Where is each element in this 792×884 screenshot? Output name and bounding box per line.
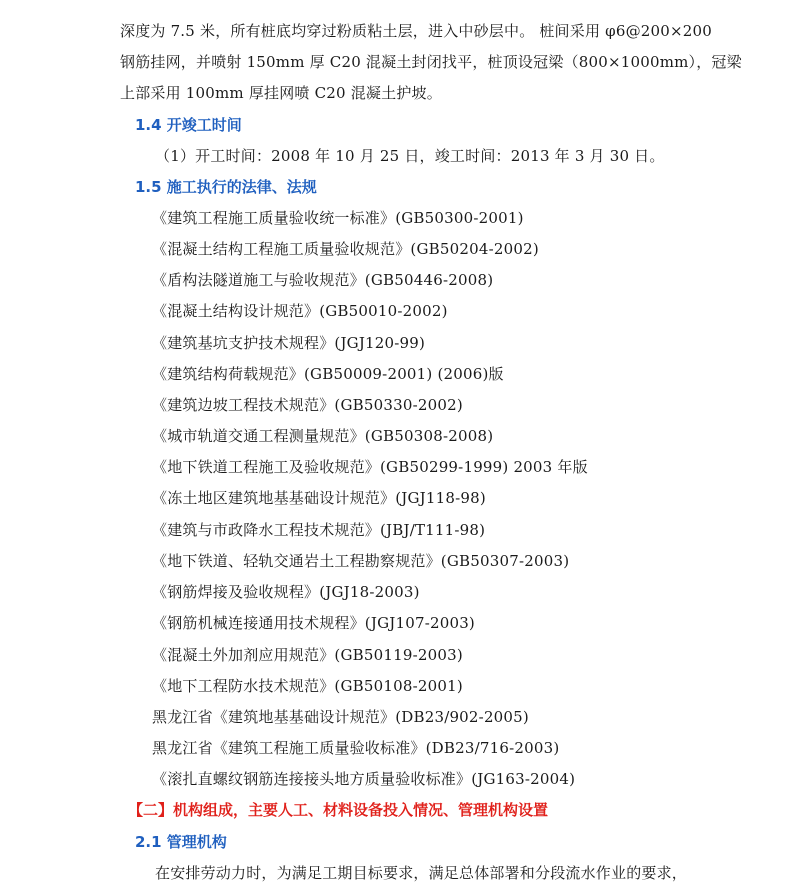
regulation-item: 《混凝土外加剂应用规范》(GB50119-2003) — [152, 646, 463, 664]
regulation-item: 《建筑边坡工程技术规范》(GB50330-2002) — [152, 396, 463, 414]
regulation-item: 《地下工程防水技术规范》(GB50108-2001) — [152, 677, 463, 695]
regulation-item: 《地下铁道工程施工及验收规范》(GB50299-1999) 2003 年版 — [152, 458, 588, 476]
regulation-item: 《建筑结构荷载规范》(GB50009-2001) (2006)版 — [152, 365, 504, 383]
regulation-item: 《城市轨道交通工程测量规范》(GB50308-2008) — [152, 427, 494, 445]
section-2-1-heading: 2.1 管理机构 — [135, 833, 227, 851]
regulation-item: 《混凝土结构设计规范》(GB50010-2002) — [152, 302, 448, 320]
regulation-item: 黑龙江省《建筑地基基础设计规范》(DB23/902-2005) — [152, 708, 529, 726]
regulation-item: 《钢筋机械连接通用技术规程》(JGJ107-2003) — [152, 614, 475, 632]
section-1-4-text: （1）开工时间：2008 年 10 月 25 日，竣工时间：2013 年 3 月 30 日。 — [155, 147, 665, 165]
regulation-item: 《混凝土结构工程施工质量验收规范》(GB50204-2002) — [152, 240, 539, 258]
regulation-item: 《盾构法隧道施工与验收规范》(GB50446-2008) — [152, 271, 494, 289]
regulation-item: 《地下铁道、轻轨交通岩土工程勘察规范》(GB50307-2003) — [152, 552, 570, 570]
regulation-item: 《冻土地区建筑地基基础设计规范》(JGJ118-98) — [152, 489, 486, 507]
intro-line-2: 钢筋挂网，并喷射 150mm 厚 C20 混凝土封闭找平，桩顶设冠梁（800×1000mm），冠梁 — [120, 53, 742, 71]
intro-line-1: 深度为 7.5 米，所有桩底均穿过粉质粘土层，进入中砂层中。 桩间采用 φ6@200×200 — [120, 22, 713, 40]
regulation-item: 《建筑与市政降水工程技术规范》(JBJ/T111-98) — [152, 521, 486, 539]
regulation-item: 《钢筋焊接及验收规程》(JGJ18-2003) — [152, 583, 420, 601]
regulation-item: 《滚扎直螺纹钢筋连接接头地方质量验收标准》(JG163-2004) — [152, 770, 576, 788]
intro-line-3: 上部采用 100mm 厚挂网喷 C20 混凝土护坡。 — [120, 84, 442, 102]
section-1-5-heading: 1.5 施工执行的法律、法规 — [135, 178, 317, 196]
regulation-item: 《建筑工程施工质量验收统一标准》(GB50300-2001) — [152, 209, 524, 227]
section-1-4-heading: 1.4 开竣工时间 — [135, 116, 242, 134]
section-2-heading: 【二】机构组成，主要人工、材料设备投入情况、管理机构设置 — [128, 801, 549, 819]
regulation-item: 黑龙江省《建筑工程施工质量验收标准》(DB23/716-2003) — [152, 739, 560, 757]
section-2-1-text: 在安排劳动力时，为满足工期目标要求，满足总体部署和分段流水作业的要求， — [155, 864, 688, 882]
regulation-item: 《建筑基坑支护技术规程》(JGJ120-99) — [152, 334, 426, 352]
